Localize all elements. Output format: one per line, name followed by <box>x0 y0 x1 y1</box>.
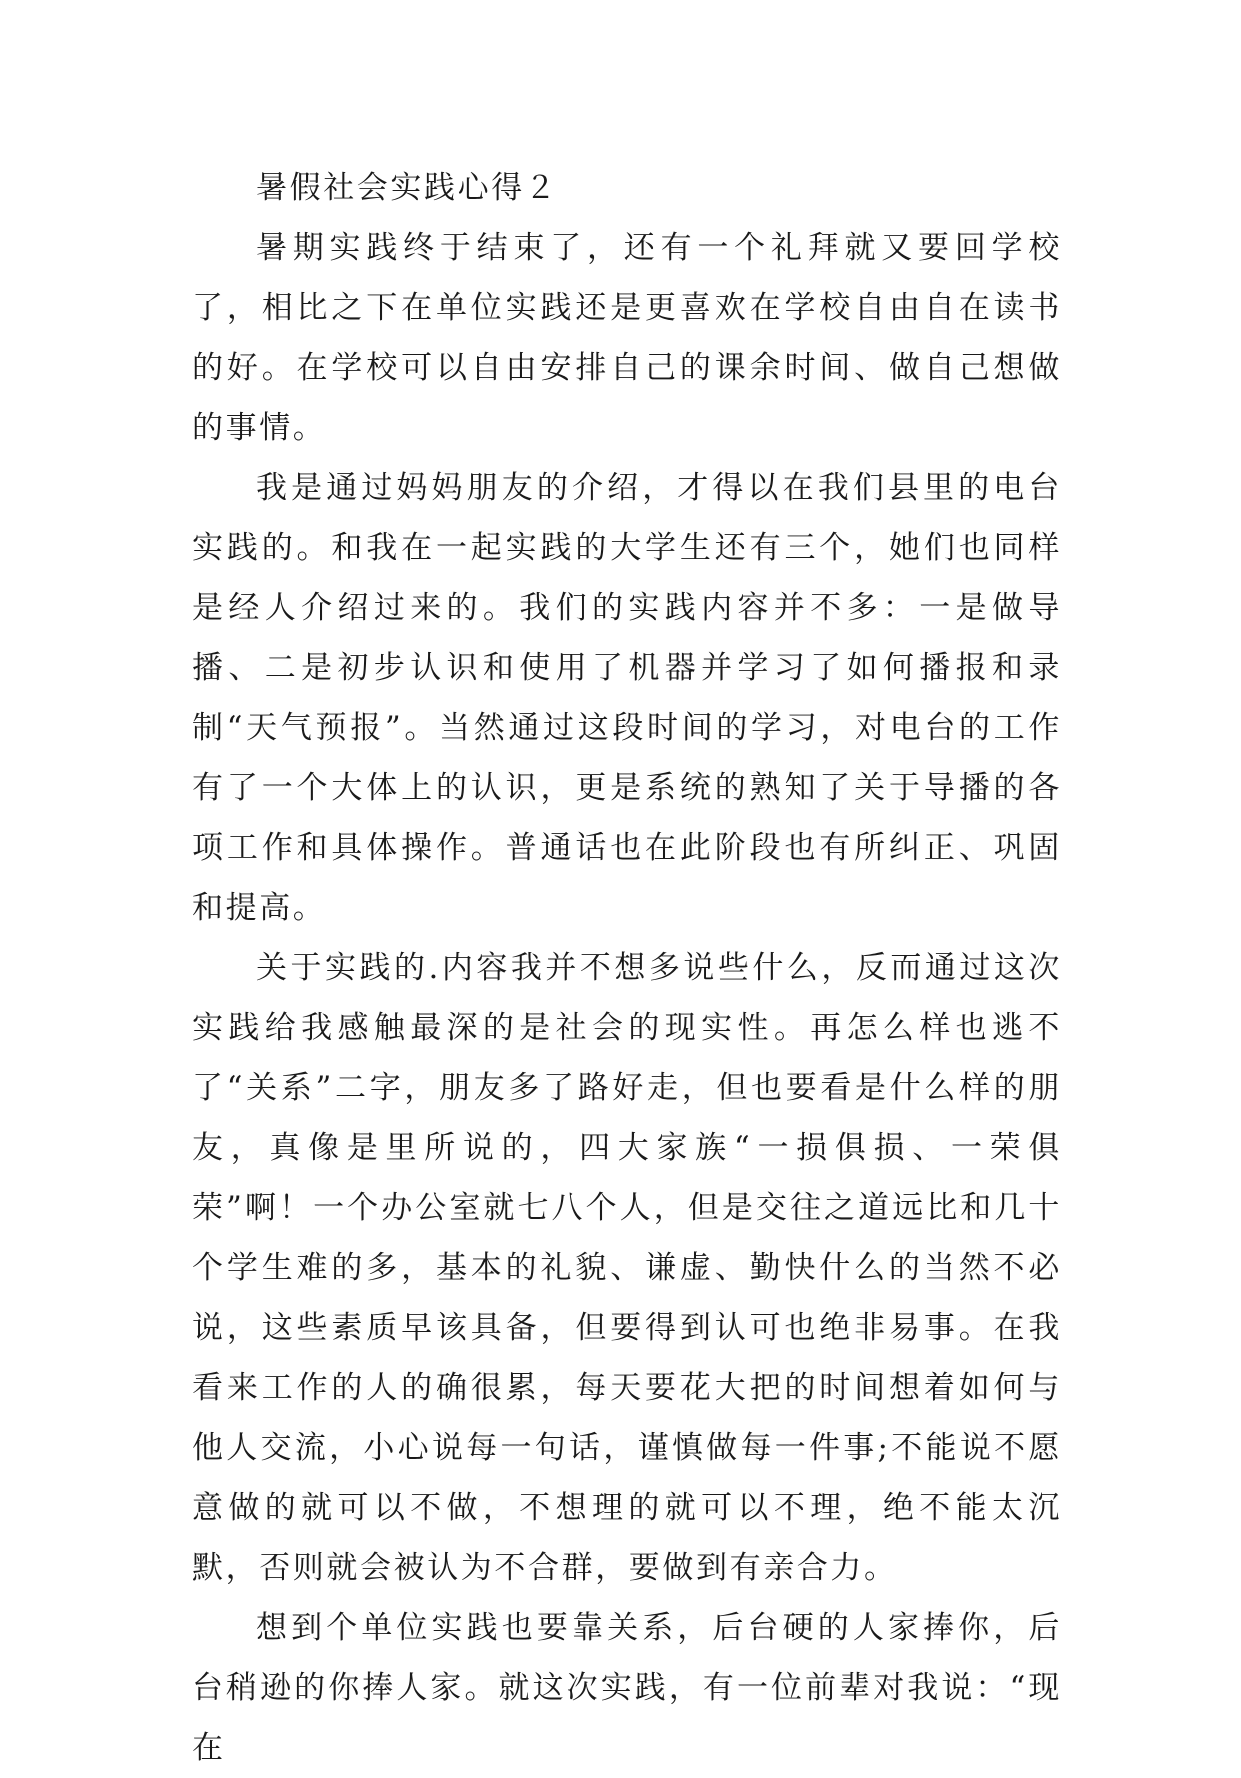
document-body <box>192 158 1062 1778</box>
paragraph-1: 暑期实践终于结束了，还有一个礼拜就又要回学校了，相比之下在单位实践还是更喜欢在学校自由自在读书的好。在学校可以自由安排自己的课余时间、做自己想做的事情。 <box>192 230 1062 446</box>
document-title: 暑假社会实践心得２ <box>256 170 559 206</box>
paragraph-4: 想到个单位实践也要靠关系，后台硬的人家捧你，后台稍逊的你捧人家。就这次实践，有一位前辈对我说：“现在 <box>192 1610 1062 1766</box>
paragraph-3: 关于实践的.内容我并不想多说些什么，反而通过这次实践给我感触最深的是社会的现实性。再怎么样也逃不了“关系”二字，朋友多了路好走，但也要看是什么样的朋友，真像是里所说的，四大家族“一损俱损、一荣俱荣”啊！一个办公室就七八个人，但是交往之道远比和几十个学生难的多，基本的礼貌、谦虚、勤快什么的当然不必说，这些素质早该具备，但要得到认可也绝非易事。在我看来工作的人的确很累，每天要花大把的时间想着如何与他人交流，小心说每一句话，谨慎做每一件事;不能说不愿意做的就可以不做，不想理的就可以不理，绝不能太沉默，否则就会被认为不合群，要做到有亲合力。 <box>192 950 1062 1586</box>
paragraph-2: 我是通过妈妈朋友的介绍，才得以在我们县里的电台实践的。和我在一起实践的大学生还有三个，她们也同样是经人介绍过来的。我们的实践内容并不多：一是做导播、二是初步认识和使用了机器并学习了如何播报和录制“天气预报”。当然通过这段时间的学习，对电台的工作有了一个大体上的认识，更是系统的熟知了关于导播的各项工作和具体操作。普通话也在此阶段也有所纠正、巩固和提高。 <box>192 470 1062 926</box>
